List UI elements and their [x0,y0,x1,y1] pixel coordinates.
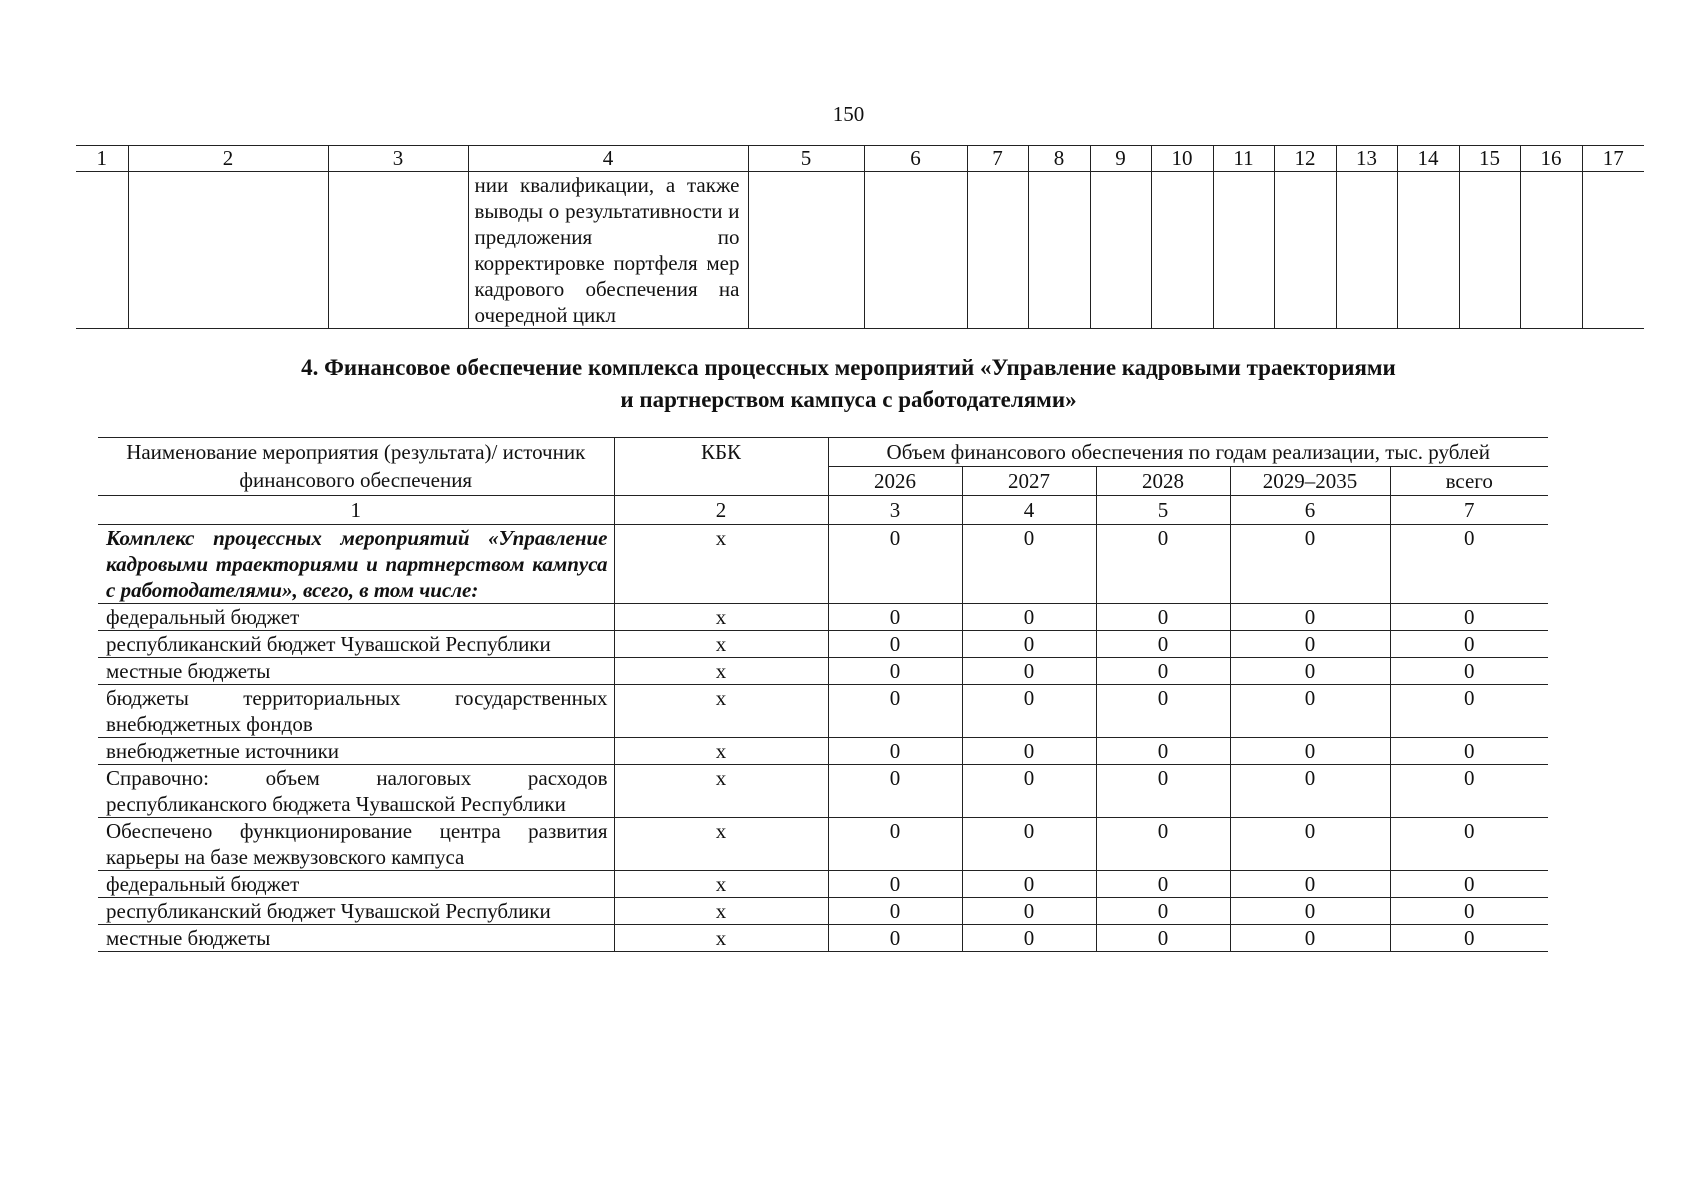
row-value: 0 [1230,818,1390,871]
column-number: 1 [98,496,614,525]
row-value: 0 [962,765,1096,818]
table-row [98,765,1548,818]
row-value: 0 [1390,631,1548,658]
header-year: 2026 [828,467,962,496]
row-value: 0 [1230,738,1390,765]
column-number: 5 [748,146,864,172]
header-year: 2029–2035 [1230,467,1390,496]
row-value: 0 [828,765,962,818]
row-value: 0 [1096,631,1230,658]
column-number: 4 [962,496,1096,525]
table-row [98,818,1548,871]
row-value: 0 [828,631,962,658]
page-number: 150 [832,102,865,126]
header-year: 2027 [962,467,1096,496]
row-name: Комплекс процессных мероприятий «Управление кадровыми траекториями и партнерством кампуса с работодателями», всего, в том числе: [98,525,614,604]
column-number: 6 [864,146,967,172]
header-volume-col: Объем финансового обеспечения по годам реализации, тыс. рублей [828,438,1548,467]
row-value: 0 [828,685,962,738]
row-value: 0 [1096,685,1230,738]
row-value: 0 [1096,925,1230,952]
row-value: 0 [1096,818,1230,871]
column-number: 3 [828,496,962,525]
column-number: 16 [1520,146,1582,172]
row-kbk: х [614,631,828,658]
row-value: 0 [828,738,962,765]
row-value: 0 [1390,925,1548,952]
row-value: 0 [962,871,1096,898]
row-value: 0 [1230,525,1390,604]
table-cell [1459,172,1520,329]
table-cell [864,172,967,329]
row-value: 0 [962,604,1096,631]
row-value: 0 [1096,658,1230,685]
row-value: 0 [1390,658,1548,685]
column-number: 2 [128,146,328,172]
continuation-text: нии квалификации, а также выводы о результативности и предложения по корректировке портфеля мер кадрового обеспечения на очередной цикл [468,172,748,329]
row-value: 0 [1096,525,1230,604]
row-value: 0 [1390,871,1548,898]
continuation-table [76,145,1644,329]
section-title-line: и партнерством кампуса с работодателями» [620,387,1077,412]
column-number: 7 [1390,496,1548,525]
table-cell [1090,172,1151,329]
table-row [98,604,1548,631]
table-row [98,871,1548,898]
column-number: 14 [1397,146,1459,172]
table-cell [748,172,864,329]
column-number: 2 [614,496,828,525]
row-value: 0 [828,525,962,604]
table-cell [76,172,128,329]
section-title-line: 4. Финансовое обеспечение комплекса процессных мероприятий «Управление кадровыми траекториями [301,355,1396,380]
column-number: 9 [1090,146,1151,172]
table-cell [1028,172,1090,329]
row-kbk: х [614,658,828,685]
row-value: 0 [1390,738,1548,765]
row-value: 0 [1096,765,1230,818]
table-row [98,925,1548,952]
row-value: 0 [962,658,1096,685]
header-row [98,438,1548,467]
row-value: 0 [962,818,1096,871]
continuation-row [76,172,1644,329]
row-kbk: х [614,898,828,925]
header-year: всего [1390,467,1548,496]
table-cell [1213,172,1274,329]
row-value: 0 [828,658,962,685]
row-kbk: х [614,604,828,631]
column-number: 13 [1336,146,1397,172]
row-value: 0 [828,898,962,925]
row-value: 0 [1230,898,1390,925]
row-name: местные бюджеты [98,658,614,685]
header-year: 2028 [1096,467,1230,496]
row-name: Обеспечено функционирование центра развития карьеры на базе межвузовского кампуса [98,818,614,871]
row-value: 0 [1230,925,1390,952]
column-number: 8 [1028,146,1090,172]
table-row [98,631,1548,658]
row-kbk: х [614,738,828,765]
row-value: 0 [1096,604,1230,631]
table-cell [1151,172,1213,329]
section-title [0,352,1697,416]
row-value: 0 [828,925,962,952]
table-cell [1336,172,1397,329]
column-number: 12 [1274,146,1336,172]
column-number: 17 [1582,146,1644,172]
table-cell [328,172,468,329]
row-value: 0 [962,631,1096,658]
row-value: 0 [1230,685,1390,738]
column-number: 1 [76,146,128,172]
row-value: 0 [962,525,1096,604]
column-number-row [76,146,1644,172]
row-value: 0 [828,604,962,631]
header-name-col: Наименование мероприятия (результата)/ источник финансового обеспечения [98,438,614,496]
row-value: 0 [1096,738,1230,765]
column-number: 11 [1213,146,1274,172]
table-row [98,738,1548,765]
table-row [98,898,1548,925]
row-name: Справочно: объем налоговых расходов республиканского бюджета Чувашской Республики [98,765,614,818]
row-kbk: х [614,685,828,738]
row-name: бюджеты территориальных государственных внебюджетных фондов [98,685,614,738]
column-number: 4 [468,146,748,172]
column-number: 15 [1459,146,1520,172]
table-cell [128,172,328,329]
table-cell [967,172,1028,329]
row-value: 0 [1230,604,1390,631]
row-name: внебюджетные источники [98,738,614,765]
row-value: 0 [962,738,1096,765]
row-name: федеральный бюджет [98,604,614,631]
column-number: 3 [328,146,468,172]
column-number: 7 [967,146,1028,172]
row-value: 0 [1390,818,1548,871]
column-number-row [98,496,1548,525]
row-value: 0 [1390,898,1548,925]
row-name: федеральный бюджет [98,871,614,898]
table-cell [1582,172,1644,329]
table-row [98,685,1548,738]
row-value: 0 [828,871,962,898]
row-value: 0 [828,818,962,871]
row-value: 0 [1230,658,1390,685]
header-kbk-col: КБК [614,438,828,496]
table-row [98,525,1548,604]
row-kbk: х [614,765,828,818]
row-value: 0 [1230,765,1390,818]
row-kbk: х [614,818,828,871]
table-row [98,658,1548,685]
table-cell [1274,172,1336,329]
column-number: 10 [1151,146,1213,172]
column-number: 6 [1230,496,1390,525]
row-value: 0 [1390,765,1548,818]
row-value: 0 [1096,898,1230,925]
column-number: 5 [1096,496,1230,525]
row-value: 0 [962,898,1096,925]
table-cell [1520,172,1582,329]
row-value: 0 [962,925,1096,952]
row-value: 0 [1390,604,1548,631]
row-value: 0 [1230,871,1390,898]
row-name: республиканский бюджет Чувашской Республики [98,631,614,658]
row-name: местные бюджеты [98,925,614,952]
table-cell [1397,172,1459,329]
row-kbk: х [614,525,828,604]
row-kbk: х [614,925,828,952]
row-value: 0 [1230,631,1390,658]
row-value: 0 [1390,525,1548,604]
row-value: 0 [1096,871,1230,898]
row-value: 0 [1390,685,1548,738]
row-name: республиканский бюджет Чувашской Республики [98,898,614,925]
finance-table [98,437,1548,952]
row-kbk: х [614,871,828,898]
row-value: 0 [962,685,1096,738]
